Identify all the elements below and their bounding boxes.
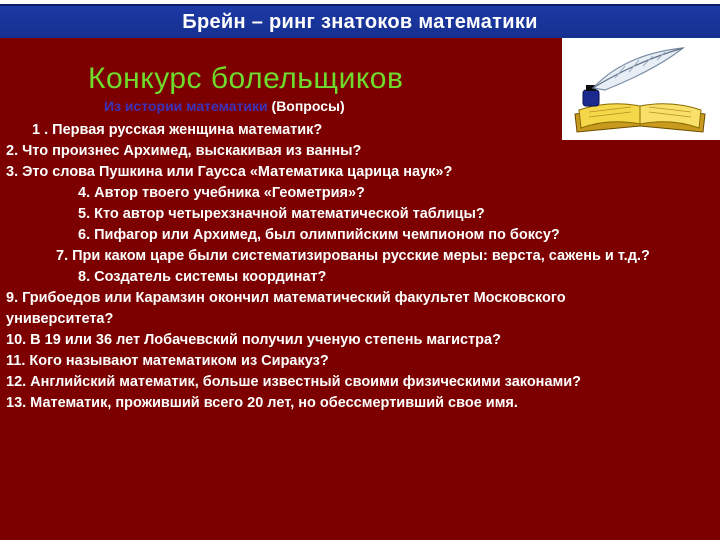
subheading-topic: Из истории математики xyxy=(104,98,268,114)
question-item: 4. Автор твоего учебника «Геометрия»? xyxy=(78,185,365,201)
question-item: 1 . Первая русская женщина математик? xyxy=(32,122,323,138)
section-subheading xyxy=(104,98,345,114)
question-item: 12. Английский математик, больше известный своими физическими законами? xyxy=(6,374,582,390)
question-item: 13. Математик, проживший всего 20 лет, но обессмертивший свое имя. xyxy=(6,395,518,411)
question-item: 8. Создатель системы координат? xyxy=(78,269,327,285)
section-heading: Конкурс болельщиков xyxy=(88,62,404,95)
question-item: 9. Грибоедов или Карамзин окончил математический факультет Московского университета? xyxy=(6,290,566,327)
question-item: 10. В 19 или 36 лет Лобачевский получил ученую степень магистра? xyxy=(6,332,501,348)
slide-title: Брейн – ринг знатоков математики xyxy=(182,11,538,33)
question-item: 2. Что произнес Архимед, выскакивая из ванны? xyxy=(6,143,362,159)
question-item: 3. Это слова Пушкина или Гаусса «Математика царица наук»? xyxy=(6,164,453,180)
question-item: 7. При каком царе были систематизированы русские меры: верста, сажень и т.д.? xyxy=(56,248,650,264)
question-item: 11. Кого называют математиком из Сиракуз? xyxy=(6,353,329,369)
question-item: 5. Кто автор четырехзначной математической таблицы? xyxy=(78,206,485,222)
question-item: 6. Пифагор или Архимед, был олимпийским чемпионом по боксу? xyxy=(78,227,560,243)
title-bar xyxy=(0,4,720,40)
question-list xyxy=(6,120,666,414)
subheading-label: (Вопросы) xyxy=(267,98,345,114)
